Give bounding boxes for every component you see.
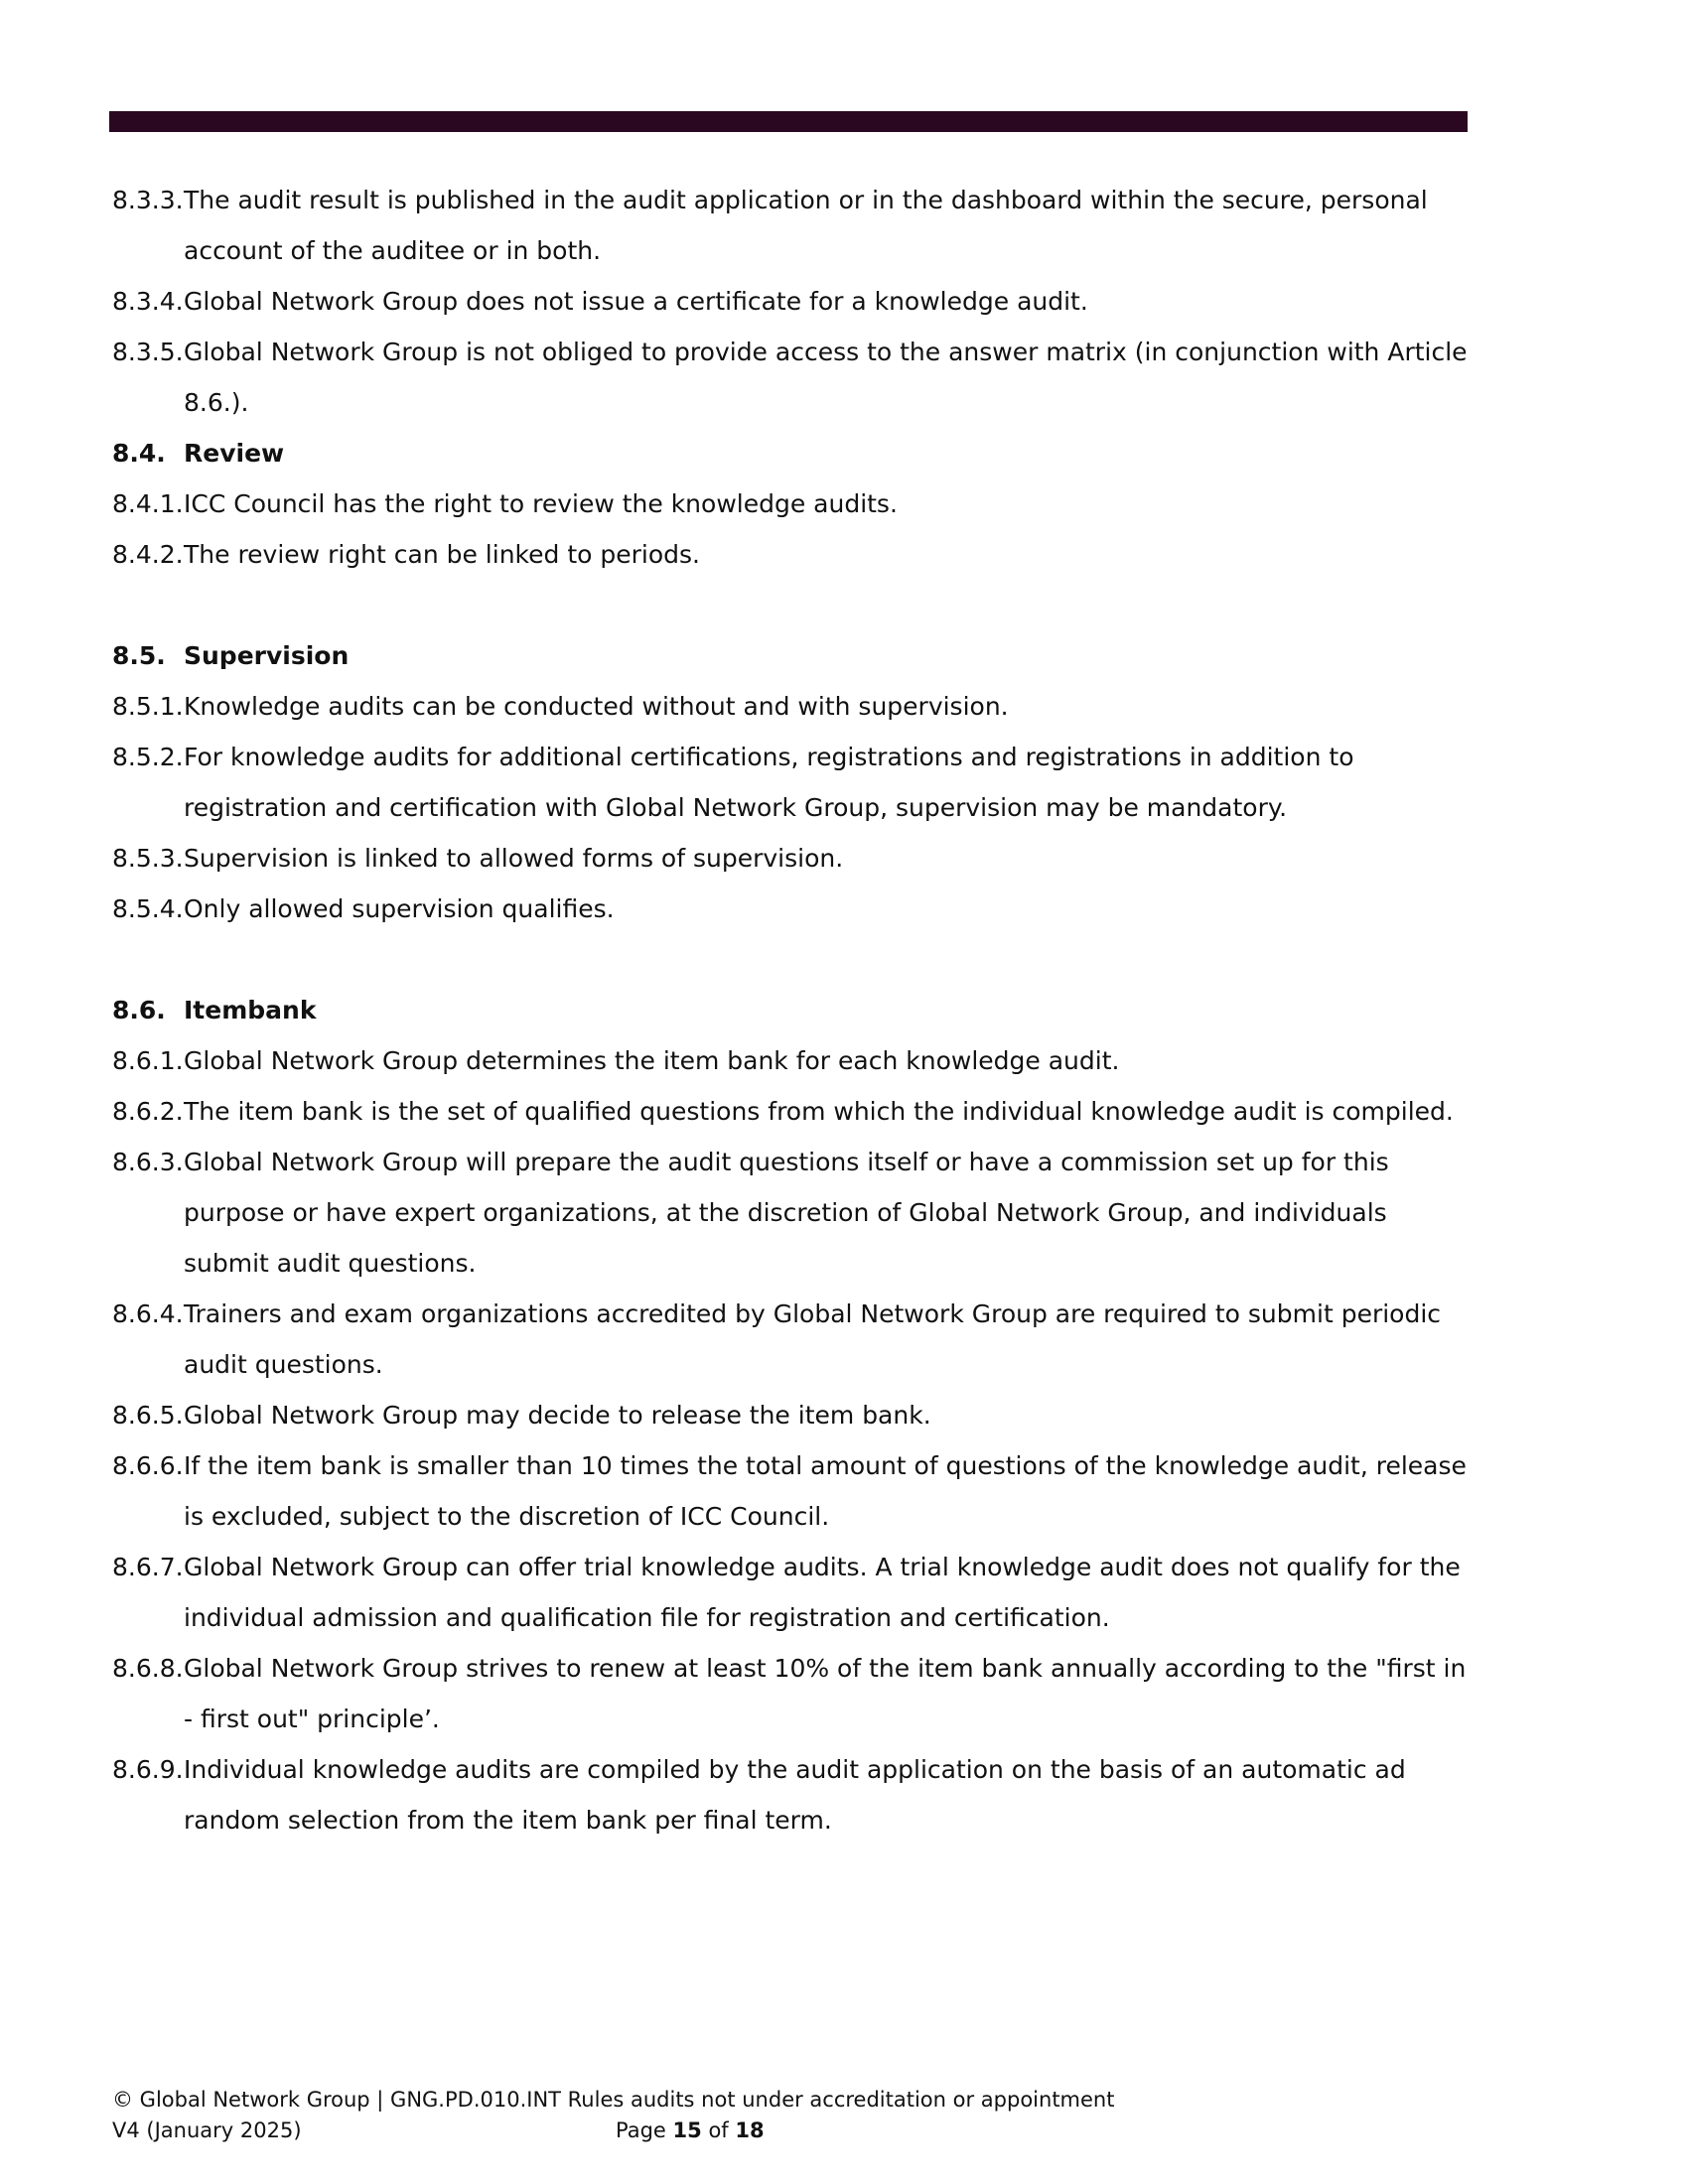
list-item <box>112 1744 1482 1845</box>
item-text: Only allowed supervision qualifies. <box>184 894 615 923</box>
page-word: Page <box>616 2118 666 2142</box>
footer-second-line <box>112 2116 1482 2146</box>
item-text: Global Network Group determines the item bank for each knowledge audit. <box>184 1046 1120 1075</box>
list-item <box>112 1643 1482 1744</box>
blank-line <box>112 580 1482 630</box>
item-text: Review <box>184 439 285 468</box>
footer <box>112 2085 1482 2146</box>
list-item <box>112 1137 1482 1289</box>
item-number: 8.6. <box>112 996 166 1024</box>
item-text: For knowledge audits for additional certifications, registrations and registrations in addition to registration and certification with Global Network Group, supervision may be mandatory. <box>184 743 1354 822</box>
item-text: Knowledge audits can be conducted without and with supervision. <box>184 692 1009 721</box>
list-item <box>112 1440 1482 1542</box>
blank-line <box>112 934 1482 985</box>
item-text: Global Network Group does not issue a certificate for a knowledge audit. <box>184 287 1088 316</box>
item-text: Supervision is linked to allowed forms of supervision. <box>184 844 844 873</box>
item-number: 8.6.7. <box>112 1553 184 1581</box>
item-text: Trainers and exam organizations accredited by Global Network Group are required to submit periodic audit questions. <box>184 1299 1442 1379</box>
item-text: Global Network Group will prepare the audit questions itself or have a commission set up for this purpose or have expert organizations, at the discretion of Global Network Group, and individuals submit audit questions. <box>184 1148 1389 1278</box>
item-number: 8.3.5. <box>112 338 184 366</box>
item-text: Global Network Group can offer trial knowledge audits. A trial knowledge audit does not qualify for the individual admission and qualification file for registration and certification. <box>184 1553 1461 1632</box>
page-current-number: 15 <box>672 2118 702 2142</box>
list-item <box>112 884 1482 934</box>
item-number: 8.4.1. <box>112 489 184 518</box>
item-number: 8.4. <box>112 439 166 468</box>
item-number: 8.3.3. <box>112 186 184 214</box>
list-item <box>112 1086 1482 1137</box>
section-heading <box>112 985 1482 1035</box>
header-rule-bar <box>109 111 1468 132</box>
page-indicator <box>616 2116 765 2146</box>
list-item <box>112 732 1482 833</box>
item-text: Global Network Group is not obliged to provide access to the answer matrix (in conjunction with Article 8.6.). <box>184 338 1468 417</box>
list-item <box>112 478 1482 529</box>
item-text: The audit result is published in the audit application or in the dashboard within the secure, personal account of the auditee or in both. <box>184 186 1428 265</box>
item-text: Itembank <box>184 996 317 1024</box>
item-number: 8.6.8. <box>112 1654 184 1683</box>
section-heading <box>112 428 1482 478</box>
list-item <box>112 681 1482 732</box>
item-text: Global Network Group may decide to release the item bank. <box>184 1401 931 1430</box>
page-of-word: of <box>708 2118 729 2142</box>
list-item <box>112 833 1482 884</box>
item-number: 8.6.1. <box>112 1046 184 1075</box>
list-item <box>112 1035 1482 1086</box>
list-item <box>112 175 1482 276</box>
item-text: Individual knowledge audits are compiled by the audit application on the basis of an automatic ad random selection from the item bank per final term. <box>184 1755 1406 1835</box>
item-number: 8.6.4. <box>112 1299 184 1328</box>
item-number: 8.5.1. <box>112 692 184 721</box>
list-item <box>112 1390 1482 1440</box>
item-text: Global Network Group strives to renew at least 10% of the item bank annually according to the "first in - first out" principle’. <box>184 1654 1467 1733</box>
list-item <box>112 276 1482 327</box>
list-item <box>112 529 1482 580</box>
item-number: 8.6.6. <box>112 1451 184 1480</box>
section-heading <box>112 630 1482 681</box>
item-number: 8.6.9. <box>112 1755 184 1784</box>
item-text: ICC Council has the right to review the knowledge audits. <box>184 489 898 518</box>
item-number: 8.6.3. <box>112 1148 184 1176</box>
list-item <box>112 1542 1482 1643</box>
item-number: 8.5.2. <box>112 743 184 771</box>
copyright-text: © Global Network Group | GNG.PD.010.INT Rules audits not under accreditation or appointment <box>112 2088 1115 2112</box>
version-text: V4 (January 2025) <box>112 2118 302 2142</box>
item-number: 8.5.3. <box>112 844 184 873</box>
item-text: The review right can be linked to periods. <box>184 540 700 569</box>
list-item <box>112 1289 1482 1390</box>
list-item <box>112 327 1482 428</box>
item-number: 8.6.5. <box>112 1401 184 1430</box>
item-number: 8.6.2. <box>112 1097 184 1126</box>
page-total-number: 18 <box>735 2118 765 2142</box>
document-body <box>112 175 1482 1845</box>
item-number: 8.4.2. <box>112 540 184 569</box>
item-number: 8.3.4. <box>112 287 184 316</box>
item-number: 8.5.4. <box>112 894 184 923</box>
item-text: If the item bank is smaller than 10 times the total amount of questions of the knowledge audit, release is excluded, subject to the discretion of ICC Council. <box>184 1451 1467 1531</box>
item-number: 8.5. <box>112 641 166 670</box>
item-text: Supervision <box>184 641 350 670</box>
item-text: The item bank is the set of qualified questions from which the individual knowledge audit is compiled. <box>184 1097 1454 1126</box>
